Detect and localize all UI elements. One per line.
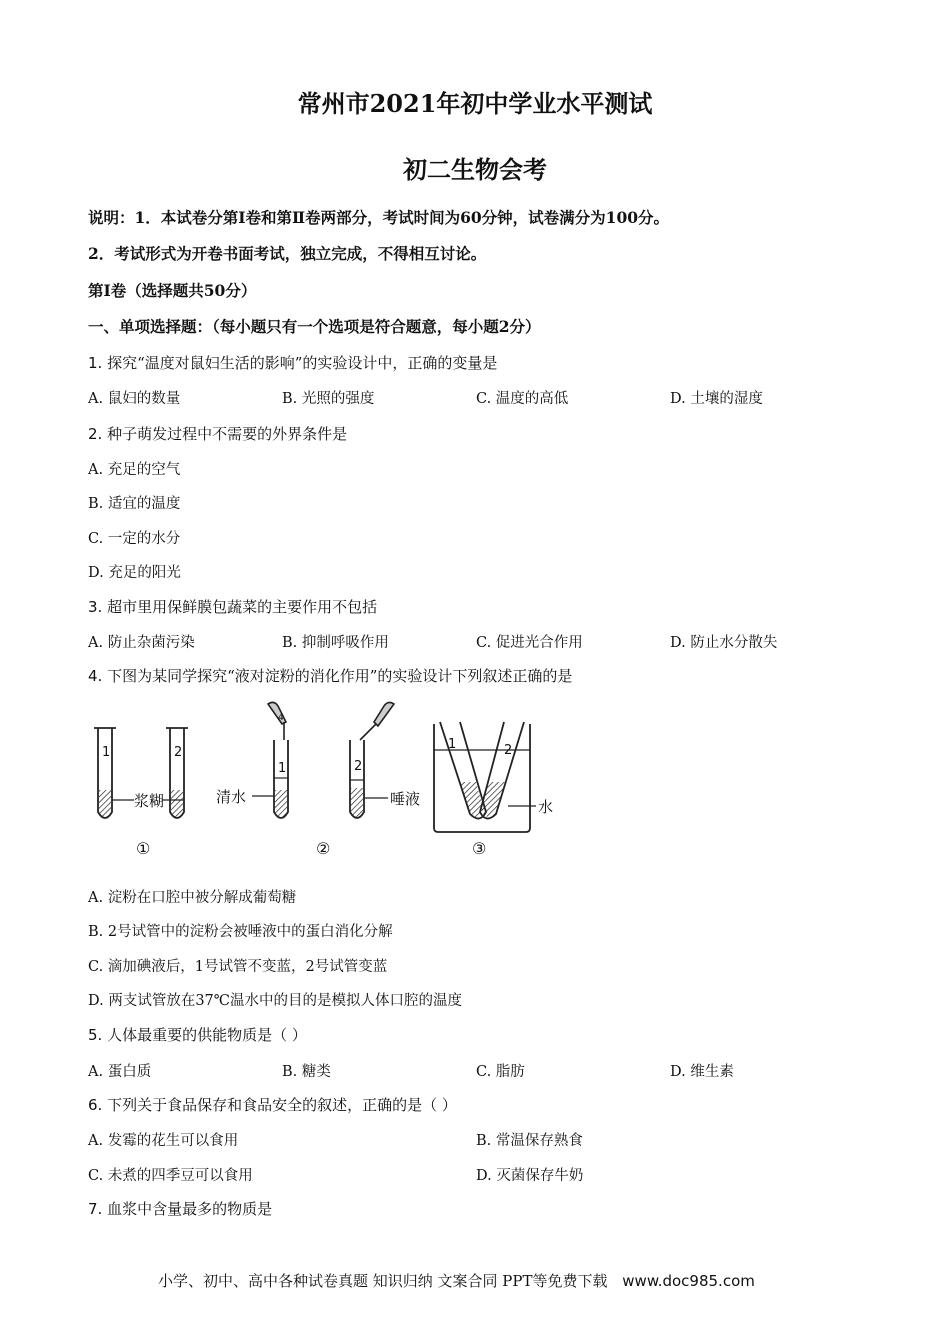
- question-number: 4.: [88, 667, 103, 685]
- option: B. 适宜的温度: [88, 496, 181, 512]
- question-number: 3.: [88, 598, 103, 616]
- question-5: [88, 1024, 307, 1045]
- option: A. 充足的空气: [88, 462, 181, 478]
- tube-label: 1: [102, 745, 111, 760]
- question-text: 下图为某同学探究“液对淀粉的消化作用”的实验设计下列叙述正确的是: [107, 667, 573, 685]
- question-text: 探究“温度对鼠妇生活的影响”的实验设计中，正确的变量是: [107, 354, 498, 372]
- question-number: 6.: [88, 1096, 103, 1114]
- question-text: 种子萌发过程中不需要的外界条件是: [107, 425, 348, 443]
- tube-label: 2: [174, 745, 183, 760]
- question-1: [88, 352, 497, 373]
- question-3: [88, 596, 377, 617]
- option: A. 淀粉在口腔中被分解成葡萄糖: [88, 890, 297, 906]
- instructions-line2: 2．考试形式为开卷书面考试，独立完成，不得相互讨论。: [88, 244, 487, 263]
- question-2: [88, 423, 347, 444]
- footer: [158, 1270, 755, 1291]
- page-subtitle: 初二生物会考: [403, 155, 547, 184]
- section-heading: 一、单项选择题：（每小题只有一个选项是符合题意，每小题2分）: [88, 317, 541, 336]
- option: C. 温度的高低: [476, 391, 569, 407]
- question-text: 血浆中含量最多的物质是: [107, 1200, 273, 1218]
- tube-label: 1: [448, 737, 457, 752]
- tube-label: 2: [354, 759, 363, 774]
- label-water: 清水: [216, 788, 247, 806]
- option: A. 发霉的花生可以食用: [88, 1133, 239, 1149]
- dropper-icon: [374, 702, 394, 726]
- page-title: 常州市2021年初中学业水平测试: [297, 89, 653, 118]
- option: B. 常温保存熟食: [476, 1133, 583, 1149]
- option: A. 蛋白质: [88, 1064, 152, 1080]
- option: A. 防止杂菌污染: [88, 635, 195, 651]
- option: D. 维生素: [670, 1064, 734, 1080]
- option: D. 防止水分散失: [670, 635, 778, 651]
- question-text: 下列关于食品保存和食品安全的叙述，正确的是（ ）: [107, 1096, 457, 1114]
- label-saliva: 唾液: [390, 790, 421, 808]
- option: C. 脂肪: [476, 1064, 525, 1080]
- option: B. 2号试管中的淀粉会被唾液中的蛋白消化分解: [88, 924, 393, 940]
- option: D. 灭菌保存牛奶: [476, 1168, 584, 1184]
- question-number: 2.: [88, 425, 103, 443]
- option: D. 两支试管放在37℃温水中的目的是模拟人体口腔的温度: [88, 993, 462, 1009]
- label-bath: 水: [538, 798, 554, 816]
- question-text: 人体最重要的供能物质是（ ）: [107, 1026, 307, 1044]
- tube-label: 2: [504, 743, 513, 758]
- option: C. 滴加碘液后，1号试管不变蓝，2号试管变蓝: [88, 959, 388, 975]
- label-paste: 浆糊: [134, 792, 165, 810]
- step-label: ③: [472, 839, 487, 858]
- question-text: 超市里用保鲜膜包蔬菜的主要作用不包括: [107, 598, 378, 616]
- option: B. 光照的强度: [282, 391, 375, 407]
- experiment-figure: [88, 700, 588, 865]
- question-number: 7.: [88, 1200, 103, 1218]
- step-label: ②: [316, 839, 331, 858]
- question-7: [88, 1198, 272, 1219]
- option: D. 土壤的湿度: [670, 391, 763, 407]
- question-4: [88, 665, 572, 686]
- question-6: [88, 1094, 457, 1115]
- instructions-line1: 说明：1．本试卷分第Ⅰ卷和第Ⅱ卷两部分，考试时间为60分钟，试卷满分为100分。: [88, 208, 670, 227]
- option: A. 鼠妇的数量: [88, 391, 181, 407]
- part-title: 第Ⅰ卷（选择题共50分）: [88, 281, 257, 300]
- option: C. 一定的水分: [88, 531, 181, 547]
- question-number: 5.: [88, 1026, 103, 1044]
- tube-label: 1: [278, 761, 287, 776]
- option: C. 促进光合作用: [476, 635, 583, 651]
- question-number: 1.: [88, 354, 103, 372]
- step-label: ①: [136, 839, 151, 858]
- option: C. 未煮的四季豆可以食用: [88, 1168, 253, 1184]
- dropper-label: 4: [278, 713, 284, 723]
- footer-link[interactable]: www.doc985.com: [622, 1272, 755, 1290]
- option: B. 糖类: [282, 1064, 331, 1080]
- option: D. 充足的阳光: [88, 565, 181, 581]
- option: B. 抑制呼吸作用: [282, 635, 389, 651]
- footer-text: 小学、初中、高中各种试卷真题 知识归纳 文案合同 PPT等免费下载: [158, 1272, 608, 1290]
